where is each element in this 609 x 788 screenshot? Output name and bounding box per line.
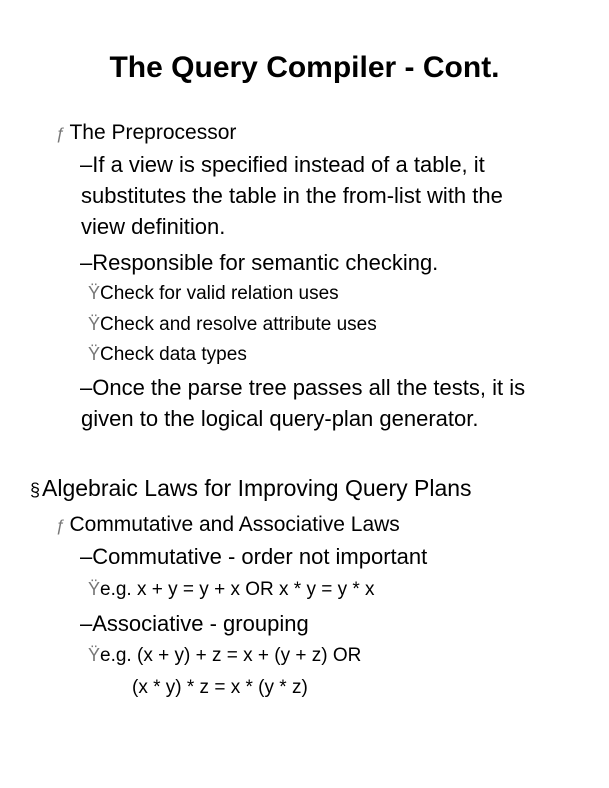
associative-example-line-2: (x * y) * z = x * (y * z) xyxy=(132,677,308,698)
laws-subheading-row xyxy=(56,514,400,535)
commutative-example-row xyxy=(88,580,375,599)
level3-bullet: Ÿ xyxy=(88,314,101,334)
slide-title: The Query Compiler - Cont. xyxy=(109,51,500,84)
level3-bullet: Ÿ xyxy=(88,283,101,303)
associative-example-line-1: e.g. (x + y) + z = x + (y + z) OR xyxy=(100,645,362,666)
level3-bullet: Ÿ xyxy=(88,344,101,364)
algebraic-laws-heading-row xyxy=(30,477,472,500)
level1-bullet: ƒ xyxy=(56,124,66,143)
level3-bullet: Ÿ xyxy=(88,579,101,599)
check-item: ŸCheck for valid relation uses xyxy=(88,283,339,304)
view-substitution-line-1: –If a view is specified instead of a table, it xyxy=(80,152,485,177)
preprocessor-heading-row xyxy=(56,122,236,143)
parse-tree-line-1: –Once the parse tree passes all the tests, it is xyxy=(80,375,526,400)
check-item: ŸCheck and resolve attribute uses xyxy=(88,314,377,335)
algebraic-laws-heading: Algebraic Laws for Improving Query Plans xyxy=(42,475,472,501)
section-bullet: § xyxy=(30,480,41,500)
laws-subheading: Commutative and Associative Laws xyxy=(69,513,400,536)
semantic-checking-point: –Responsible for semantic checking. xyxy=(80,250,439,275)
level3-bullet: Ÿ xyxy=(88,645,101,665)
parse-tree-line-2: given to the logical query-plan generator. xyxy=(81,406,479,431)
associative-point: –Associative - grouping xyxy=(80,611,309,636)
level1-bullet: ƒ xyxy=(56,516,66,535)
associative-example-row xyxy=(88,646,361,665)
commutative-point: –Commutative - order not important xyxy=(80,544,428,569)
view-substitution-line-2: substitutes the table in the from-list with the xyxy=(81,183,503,208)
view-substitution-line-3: view definition. xyxy=(81,214,226,239)
preprocessor-heading: The Preprocessor xyxy=(69,121,237,144)
check-item: ŸCheck data types xyxy=(88,344,247,365)
commutative-example: e.g. x + y = y + x OR x * y = y * x xyxy=(100,579,375,600)
